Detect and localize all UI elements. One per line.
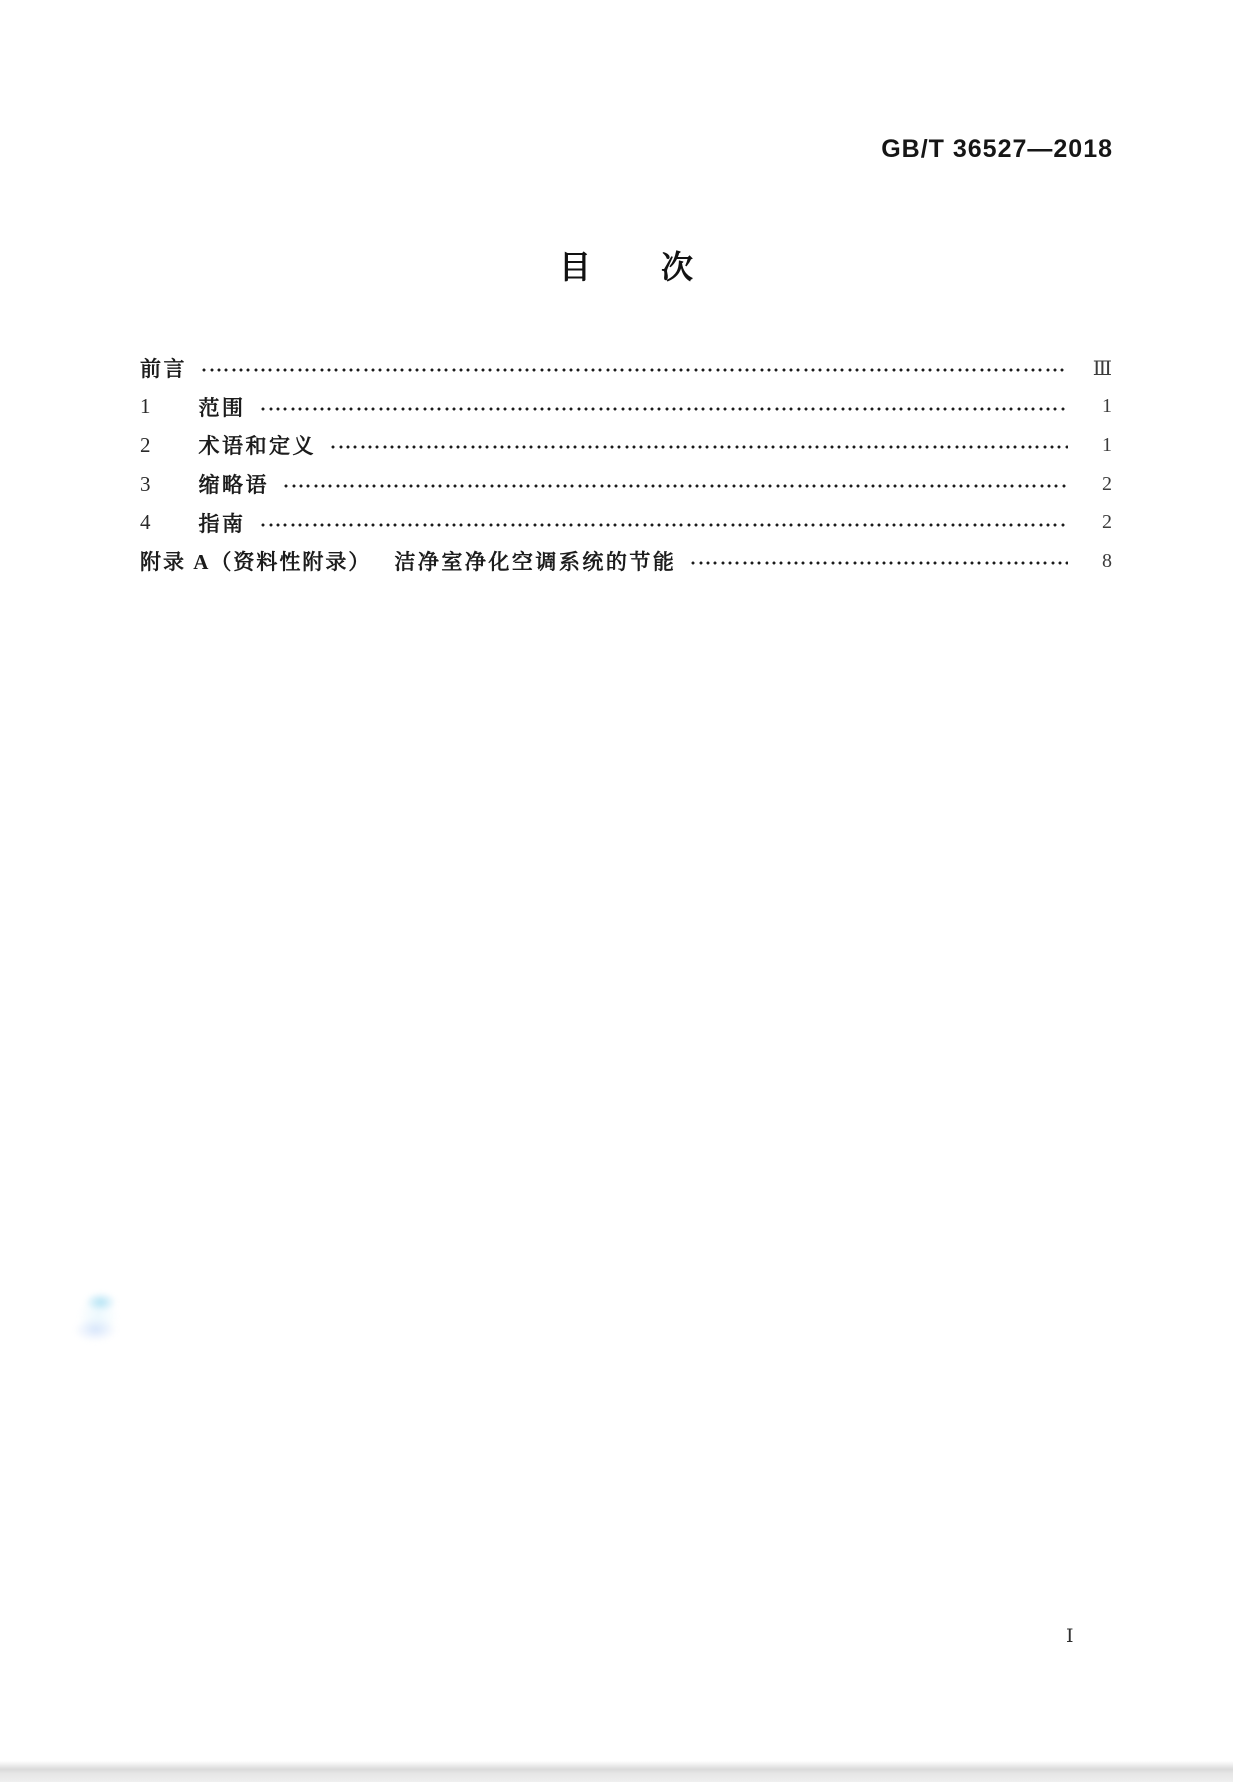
toc-entry-number: 2 bbox=[140, 432, 153, 457]
toc-entry-guide bbox=[140, 503, 1112, 542]
toc-entry-label: 术语和定义 bbox=[198, 434, 316, 459]
toc-entry-label: 缩略语 bbox=[198, 473, 269, 498]
toc-entry-label: 洁净室净化空调系统的节能 bbox=[394, 550, 677, 575]
toc-entry-page: 8 bbox=[1102, 549, 1112, 572]
dot-leader bbox=[328, 426, 1068, 465]
toc-entry-scope bbox=[140, 388, 1112, 427]
toc-entry-page: 1 bbox=[1102, 395, 1112, 418]
dot-leader bbox=[258, 503, 1069, 542]
toc-entry-label: 范围 bbox=[198, 395, 246, 420]
dot-leader bbox=[199, 349, 1068, 388]
footer-page-number: Ⅰ bbox=[1066, 1626, 1074, 1647]
toc-entry-number: 1 bbox=[140, 394, 153, 419]
toc-entry-number: 3 bbox=[140, 471, 153, 496]
toc-entry-page: 1 bbox=[1102, 433, 1112, 456]
toc-entry-foreword bbox=[140, 349, 1112, 388]
toc-entry-terms bbox=[140, 426, 1112, 465]
toc-entry-page: 2 bbox=[1102, 511, 1112, 534]
toc-entry-appendix-a bbox=[140, 542, 1112, 581]
dot-leader bbox=[688, 542, 1068, 581]
toc-entry-page: Ⅲ bbox=[1092, 357, 1112, 380]
dot-leader bbox=[281, 465, 1068, 504]
toc-entry-page: 2 bbox=[1102, 472, 1112, 495]
toc-entry-abbreviations bbox=[140, 465, 1112, 504]
title-container bbox=[140, 248, 1112, 286]
toc-entry-label: 指南 bbox=[198, 511, 246, 536]
toc-entry-label: 前言 bbox=[140, 357, 187, 382]
page-title: 目 次 bbox=[558, 249, 712, 285]
toc-entry-number: 附录 A（资料性附录） bbox=[140, 550, 372, 575]
scan-smudge-artifact bbox=[72, 1288, 124, 1344]
standard-code: GB/T 36527—2018 bbox=[881, 135, 1113, 163]
dot-leader bbox=[258, 388, 1069, 427]
toc-entry-number: 4 bbox=[140, 510, 153, 535]
table-of-contents bbox=[140, 349, 1112, 581]
scan-bottom-edge bbox=[0, 1761, 1233, 1782]
